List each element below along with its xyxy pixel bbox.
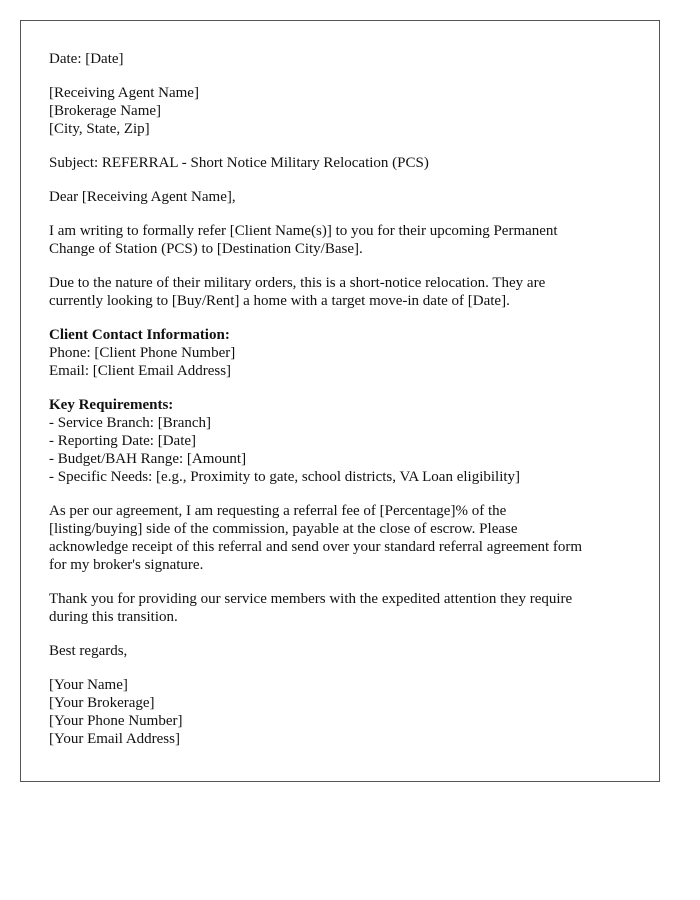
- requirement-item: - Budget/BAH Range: [Amount]: [49, 451, 247, 467]
- nature-line: currently looking to [Buy/Rent] a home with a target move-in date of [Date].: [49, 293, 510, 309]
- recipient-city-state-zip: [City, State, Zip]: [49, 121, 150, 137]
- fee-line: As per our agreement, I am requesting a referral fee of [Percentage]% of the: [49, 503, 507, 519]
- client-contact-section: [49, 326, 631, 380]
- salutation-text: Dear [Receiving Agent Name],: [49, 189, 236, 205]
- requirement-item: - Service Branch: [Branch]: [49, 415, 212, 431]
- recipient-name: [Receiving Agent Name]: [49, 85, 199, 101]
- client-contact-heading: Client Contact Information:: [49, 327, 230, 343]
- key-requirements-heading: Key Requirements:: [49, 397, 174, 413]
- signature-phone: [Your Phone Number]: [49, 713, 183, 729]
- intro-line: Change of Station (PCS) to [Destination City/Base].: [49, 241, 363, 257]
- client-phone: Phone: [Client Phone Number]: [49, 345, 236, 361]
- thanks-line: Thank you for providing our service members with the expedited attention they require: [49, 591, 573, 607]
- letter-page: [20, 20, 660, 782]
- requirement-item: - Specific Needs: [e.g., Proximity to gate, school districts, VA Loan eligibility]: [49, 469, 521, 485]
- signature-block: [49, 676, 631, 748]
- recipient-address: [49, 84, 631, 138]
- requirement-item: - Reporting Date: [Date]: [49, 433, 197, 449]
- thanks-line: during this transition.: [49, 609, 178, 625]
- recipient-brokerage: [Brokerage Name]: [49, 103, 162, 119]
- fee-line: for my broker's signature.: [49, 557, 204, 573]
- closing: [49, 642, 631, 660]
- closing-text: Best regards,: [49, 643, 128, 659]
- date-line: [49, 50, 631, 68]
- key-requirements-section: [49, 396, 631, 486]
- nature-line: Due to the nature of their military orders, this is a short-notice relocation. They are: [49, 275, 546, 291]
- intro-paragraph: [49, 222, 631, 258]
- signature-brokerage: [Your Brokerage]: [49, 695, 155, 711]
- nature-paragraph: [49, 274, 631, 310]
- subject-text: Subject: REFERRAL - Short Notice Military Relocation (PCS): [49, 155, 429, 171]
- client-email: Email: [Client Email Address]: [49, 363, 232, 379]
- thanks-paragraph: [49, 590, 631, 626]
- subject-line: [49, 154, 631, 172]
- salutation: [49, 188, 631, 206]
- signature-email: [Your Email Address]: [49, 731, 180, 747]
- intro-line: I am writing to formally refer [Client Name(s)] to you for their upcoming Permanent: [49, 223, 558, 239]
- signature-name: [Your Name]: [49, 677, 128, 693]
- referral-fee-paragraph: [49, 502, 631, 574]
- fee-line: acknowledge receipt of this referral and send over your standard referral agreement form: [49, 539, 583, 555]
- fee-line: [listing/buying] side of the commission, payable at the close of escrow. Please: [49, 521, 518, 537]
- date-text: Date: [Date]: [49, 51, 124, 67]
